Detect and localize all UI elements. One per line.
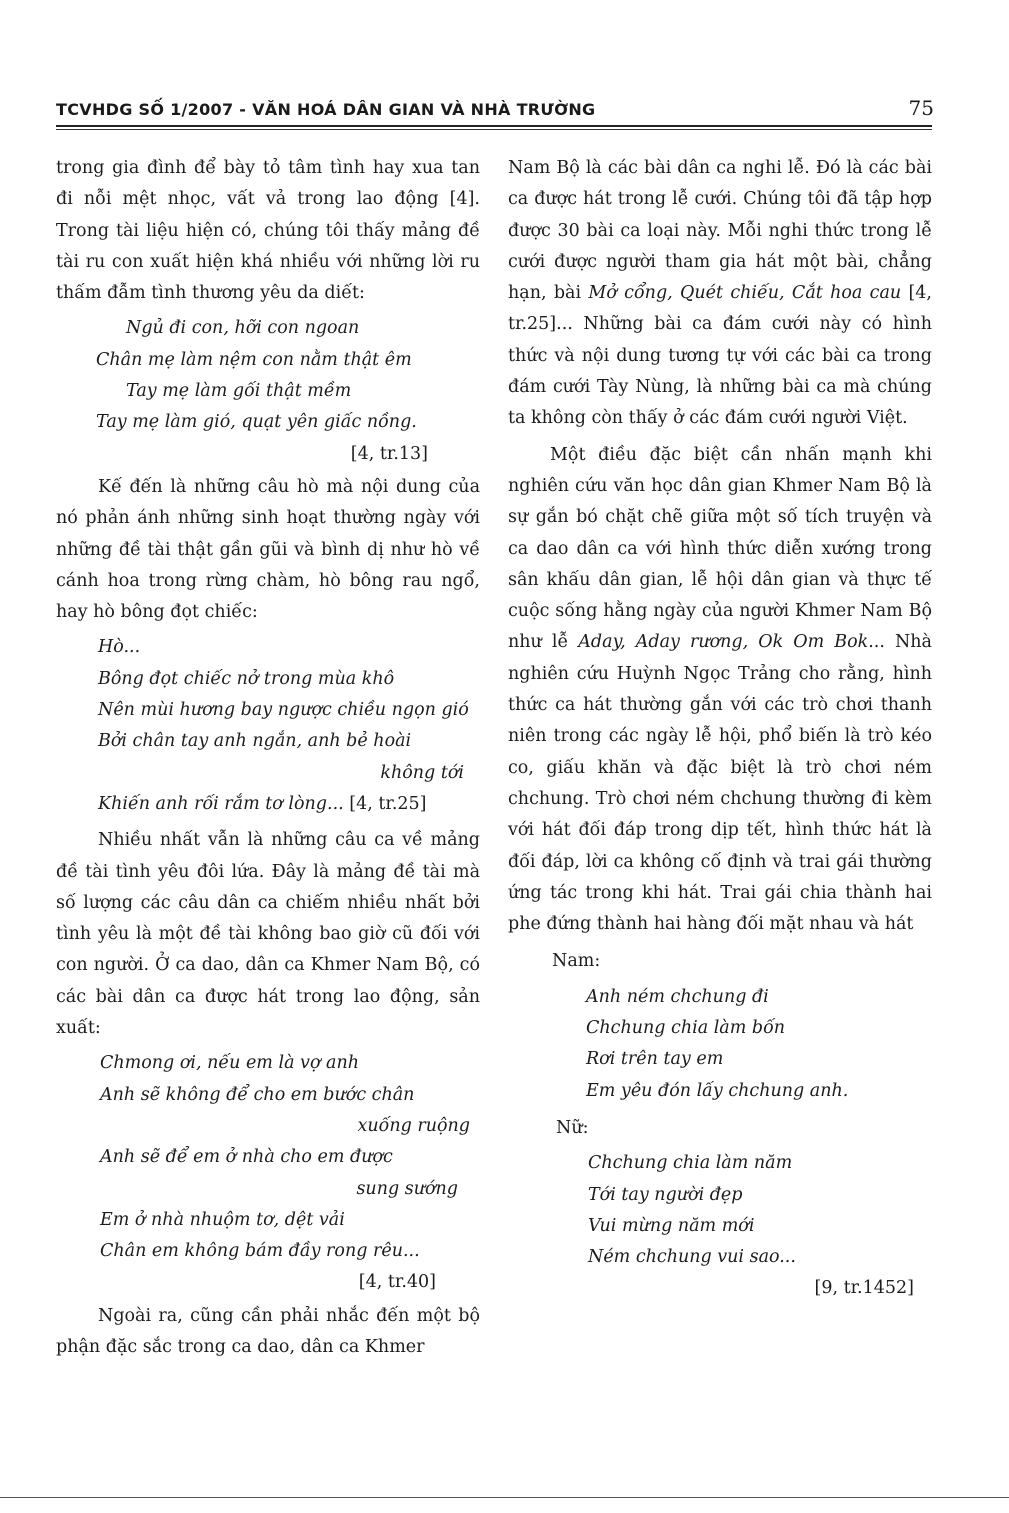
song-titles: Mở cổng, Quét chiếu, Cắt hoa cau	[588, 283, 902, 304]
paragraph-text: Một điều đặc biệt cần nhấn mạnh khi nghiên cứu văn học dân gian Khmer Nam Bộ là sự gắn bó chặt chẽ giữa một số tích truyện và ca dao dân ca với hình thức diễn xướng trong sân khấu dân gian, lễ hội dân gian và thực tế cuộc sống hằng ngày của người Khmer Nam Bộ như lễ	[508, 444, 932, 653]
paragraph-text: Nam Bộ là các bài dân ca nghi lễ. Đó là các bài ca được hát trong lễ cưới. Chúng tôi đã tập hợp được 30 bài ca loại này. Mỗi nghi thức trong lễ cưới được người tham gia hát một bài, chẳng hạn, bài	[508, 158, 932, 304]
paragraph-text: [4, tr.25]... Những bài ca đám cưới này có hình thức và nội dung tương tự với các bài ca trong đám cưới Tày Nùng, là những bài ca mà chúng ta không còn thấy ở các đám cưới người Việt.	[508, 283, 932, 429]
verse-continuation: xuống ruộng	[357, 1115, 470, 1136]
header-rule-thin	[56, 129, 932, 130]
verse-line: Ngủ đi con, hỡi con ngoan	[126, 318, 360, 339]
paragraph: Ngoài ra, cũng cần phải nhắc đến một bộ phận đặc sắc trong ca dao, dân ca Khmer	[56, 1305, 480, 1357]
speaker-label: Nữ:	[556, 1117, 589, 1138]
verse-line: Em ở nhà nhuộm tơ, dệt vải	[100, 1209, 345, 1230]
paragraph: Nhiều nhất vẫn là những câu ca về mảng đề tài tình yêu đôi lứa. Đây là mảng đề tài mà số lượng các câu dân ca chiếm nhiều nhất bởi tình yêu là một đề tài không bao giờ cũ đối với con người. Ở ca dao, dân ca Khmer Nam Bộ, có các bài dân ca được hát trong lao động, sản xuất:	[56, 830, 480, 1039]
paragraph	[508, 440, 932, 941]
paragraph	[508, 153, 932, 435]
verse-line: Tay mẹ làm gối thật mềm	[126, 381, 352, 402]
verse-line: Anh sẽ không để cho em bước chân	[100, 1084, 415, 1105]
female-verse	[508, 1148, 932, 1304]
ho-poem	[56, 632, 480, 820]
verse-continuation: sung sướng	[356, 1178, 458, 1199]
paragraph: trong gia đình để bày tỏ tâm tình hay xua tan đi nỗi mệt nhọc, vất vả trong lao động [4]. Trong tài liệu hiện có, chúng tôi thấy mảng đề tài ru con xuất hiện khá nhiều với những lời ru thấm đẫm tình thương yêu da diết:	[56, 158, 480, 304]
page-header	[56, 96, 936, 132]
verse-line: Bởi chân tay anh ngắn, anh bẻ hoài	[98, 731, 412, 752]
header-rule	[56, 125, 932, 127]
citation: [4, tr.40]	[358, 1272, 436, 1293]
verse-line: Chchung chia làm bốn	[586, 1018, 786, 1039]
festival-names: Aday, Aday rương, Ok Om Bok	[578, 632, 869, 653]
verse-line: Chchung chia làm năm	[588, 1153, 793, 1174]
verse-line: Chân mẹ làm nệm con nằm thật êm	[96, 349, 412, 370]
citation: [4, tr.13]	[350, 443, 428, 464]
citation: [9, tr.1452]	[814, 1278, 914, 1299]
left-column	[56, 153, 480, 1363]
verse-line: Em yêu đón lấy chchung anh.	[586, 1080, 849, 1101]
verse-line: Anh ném chchung đi	[586, 986, 769, 1007]
journal-title: TCVHDG SỐ 1/2007 - VĂN HOÁ DÂN GIAN VÀ NHÀ TRƯỜNG	[56, 100, 596, 119]
verse-line: Nên mùi hương bay ngược chiều ngọn gió	[98, 700, 469, 721]
verse-line: Tay mẹ làm gió, quạt yên giấc nồng.	[96, 412, 417, 433]
verse-line: Bông đọt chiếc nở trong mùa khô	[98, 668, 395, 689]
verse-line: Hò...	[98, 637, 141, 658]
verse-line	[98, 789, 480, 820]
lullaby-poem	[56, 313, 480, 469]
page-number: 75	[908, 96, 934, 120]
love-poem	[56, 1048, 480, 1298]
speaker-label: Nam:	[552, 951, 601, 972]
male-verse	[508, 982, 932, 1107]
verse-line: Ném chchung vui sao...	[588, 1247, 796, 1268]
verse-line: Chmong ơi, nếu em là vợ anh	[100, 1053, 360, 1074]
verse-line: Chân em không bám đầy rong rêu...	[100, 1241, 420, 1262]
verse-line: Tới tay người đẹp	[588, 1184, 743, 1205]
verse-continuation: không tới	[380, 762, 464, 783]
citation: [4, tr.25]	[349, 793, 427, 814]
right-column	[508, 153, 932, 1307]
verse-line: Vui mừng năm mới	[588, 1215, 755, 1236]
verse-line: Rơi trên tay em	[586, 1049, 724, 1070]
paragraph: Kế đến là những câu hò mà nội dung của nó phản ánh những sinh hoạt thường ngày với những đề tài thật gần gũi và bình dị như hò về cánh hoa trong rừng chàm, hò bông rau ngổ, hay hò bông đọt chiếc:	[56, 476, 480, 623]
footer-rule	[0, 1497, 1009, 1498]
paragraph-text: ... Nhà nghiên cứu Huỳnh Ngọc Trảng cho rằng, hình thức ca hát thường gắn với các trò chơi thanh niên trong các ngày lễ hội, phổ biến là trò kéo co, giấu khăn và đặc biệt là trò chơi ném chchung. Trò chơi ném chchung thường đi kèm với hát đối đáp trong dịp tết, hình thức hát là đối đáp, lời ca không cố định và trai gái thường ứng tác trong khi hát. Trai gái chia thành hai phe đứng thành hai hàng đối mặt nhau và hát	[508, 632, 932, 935]
verse-text: Khiến anh rối rắm tơ lòng...	[98, 793, 344, 814]
verse-line: Anh sẽ để em ở nhà cho em được	[100, 1147, 393, 1168]
